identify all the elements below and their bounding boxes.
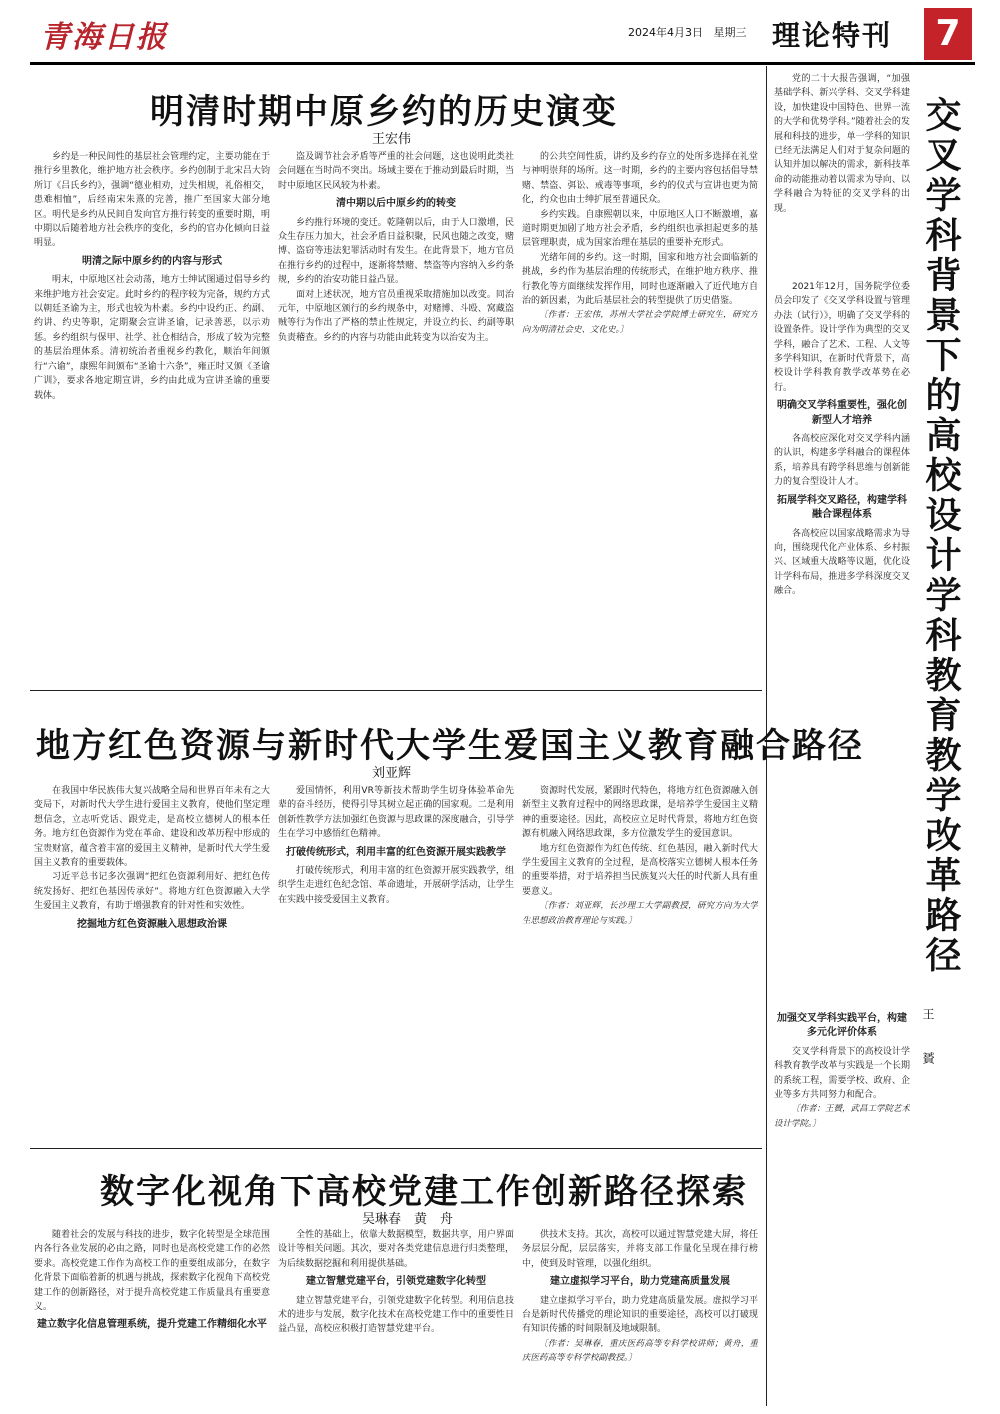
paragraph: 在我国中华民族伟大复兴战略全局和世界百年未有之大变局下，对新时代大学生进行爱国主义教育，使他们坚定理想信念，立志听党话、跟党走，是高校立德树人的根本任务。地方红色资源作为党在革命、建设和改革历程中形成的宝贵财富，蕴含着丰富的爱国主义精神，是新时代大学生爱国主义教育的重要载体。 [34,786,270,869]
section-title: 理论特刊 [772,19,893,52]
paragraph: 习近平总书记多次强调“把红色资源利用好、把红色传统发扬好、把红色基因传承好”。将地方红色资源融入大学生爱国主义教育，有助于增强教育的针对性和实效性。 [34,872,270,912]
issue-date: 2024年4月3日 [628,26,703,39]
article1-title: 明清时期中原乡约的历史演变 [150,92,618,132]
paragraph: 随着社会的发展与科技的进步，数字化转型是全球范围内各行各业发展的必由之路，同时也是高校党建工作的必然要求。高校党建工作作为高校工作的重要组成部分，在数字化背景下面临着新的机遇与挑战，探索数字化视角下高校党建工作的创新路径，对于提升高校党建工作质量具有重要意义。 [34,1230,270,1313]
article3-column-1 [34,1228,270,1408]
paragraph: 乡约实践。自康熙朝以来，中原地区人口不断激增，嘉道时期更加剧了地方社会矛盾，乡约组织也承担起更多的基层管理职责，成为国家治理在基层的重要补充形式。 [522,209,758,249]
subheading: 加强交叉学科实践平台，构建多元化评价体系 [777,1013,907,1039]
paragraph: 各高校应以国家战略需求为导向，围绕现代化产业体系、乡村振兴、区域重大战略等议题，优化设计学科布局，推进多学科深度交叉融合。 [774,528,910,597]
paragraph: 乡约推行环境的变迁。乾隆朝以后，由于人口激增，民众生存压力加大，社会矛盾日益积聚，民风也随之改变，赌博、盗窃等违法犯罪活动时有发生。在此背景下，地方官员在推行乡约的过程中，逐渐将禁赌、禁盗等内容纳入乡约条规，乡约的治安功能日益凸显。 [278,217,514,286]
article3-column-2 [278,1228,514,1408]
subheading: 挖掘地方红色资源融入思想政治课 [77,918,227,930]
subheading: 明确交叉学科重要性，强化创新型人才培养 [777,400,907,426]
article3-author: 吴琳春 黄 舟 [362,1212,454,1227]
issue-weekday: 星期三 [713,26,747,39]
article-divider [30,690,762,691]
paragraph: 盗及调节社会矛盾等严重的社会问题，这也说明此类社会问题在当时尚不突出。场域主要在于推动到最后时期，当时中原地区民风较为朴素。 [278,152,514,191]
paragraph: 面对上述状况，地方官员重视采取措施加以改变。同治元年，中原地区颁行的乡约规条中，对赌博、斗殴、窝藏盗贼等行为作出了严格的禁止性规定，并设立约长、约副等职负责稽查。乡约的内容与功能由此转变为以治安为主。 [278,289,514,343]
article2-column-2 [278,784,514,1140]
paragraph: 光绪年间的乡约。这一时期，国家和地方社会面临新的挑战，乡约作为基层治理的传统形式，在维护地方秩序、推行教化等方面继续发挥作用，同时也逐渐融入了近代地方自治的新因素，为此后基层社会的转型提供了历史借鉴。 [522,252,758,307]
paragraph: 各高校应深化对交叉学科内涵的认识，构建多学科融合的课程体系，培养具有跨学科思维与创新能力的复合型设计人才。 [774,434,910,488]
subheading: 明清之际中原乡约的内容与形式 [82,255,222,267]
subheading: 建立智慧党建平台，引领党建数字化转型 [306,1276,486,1288]
page-number: 7 [924,8,972,60]
article-divider [30,1148,762,1149]
article4-author: 王 贇 [921,1008,935,1074]
paragraph: 爱国情怀，利用VR等新技术帮助学生切身体验革命先辈的奋斗经历，使得引导其树立起正确的国家观。二是利用创新性教学方法加强红色资源与思政课的深度融合，引导学生在学习中感悟红色精神。 [278,786,514,840]
subheading: 打破传统形式，利用丰富的红色资源开展实践教学 [286,846,506,858]
paragraph: 供技术支持。其次，高校可以通过智慧党建大屏，将任务层层分配，层层落实，并将支部工作量化呈现在排行榜中，使到及时管理，以强化组织。 [522,1230,758,1269]
paragraph: 的公共空间性质，讲约及乡约存立的处所多选择在礼堂与神明崇拜的场所。这一时期，乡约的主要内容包括倡导禁赌、禁盗、弭讼、戒毒等事项，乡约的仪式与宣讲也更为简化，约众也由士绅扩展至普通民众。 [522,152,758,206]
masthead-rule [30,62,975,65]
author-note: 〔作者：刘亚辉，长沙理工大学副教授，研究方向为大学生思想政治教育理论与实践。〕 [522,901,758,926]
article1-column-1 [34,150,270,680]
paragraph: 全性的基础上，依靠大数据模型，数据共享，用户界面设计等相关问题。其次，要对各类党建信息进行归类整理，为后续数据挖掘和利用提供基础。 [278,1230,514,1269]
article1-column-3 [522,150,758,680]
article2-column-1 [34,784,270,1140]
paragraph: 明末，中原地区社会动荡，地方士绅试图通过倡导乡约来维护地方社会安定。此时乡约的程序较为完备，规约方式以朝廷圣谕为主，形式也较为朴素。乡约中设约正、约副、约讲、约史等职，定期聚会宣讲圣谕，记录善恶，以示劝惩。乡约组织与保甲、社学、社仓相结合，形成了较为完整的基层治理体系。清初统治者重视乡约教化，顺治年间颁行“六谕”，康熙年间颁布“圣谕十六条”，雍正时又颁《圣谕广训》，要求各地定期宣讲，乡约由此成为宣讲圣谕的重要载体。 [34,275,270,401]
paragraph: 建立智慧党建平台，引领党建数字化转型。利用信息技术的进步与发展，数字化技术在高校党建工作中的重要性日益凸显，高校应积极打造智慧党建平台。 [278,1295,514,1335]
article4-intro [774,72,910,272]
subheading: 建立虚拟学习平台，助力党建高质量发展 [550,1276,730,1288]
paragraph: 资源时代发展，紧跟时代特色，将地方红色资源融入创新型主义教育过程中的网络思政课，是培养学生爱国主义精神的重要途径。因此，高校应立足时代背景，将地方红色资源有机融入网络思政课，多方位激发学生的爱国意识。 [522,786,758,840]
author-note: 〔作者：吴琳春，重庆医药高等专科学校讲师；黄舟，重庆医药高等专科学校副教授。〕 [522,1338,758,1364]
paragraph: 交叉学科背景下的高校设计学科教育教学改革与实践是一个长期的系统工程，需要学校、政府、企业等多方共同努力和配合。 [774,1046,910,1101]
subheading: 拓展学科交叉路径，构建学科融合课程体系 [777,494,907,521]
paragraph: 建立虚拟学习平台，助力党建高质量发展。虚拟学习平台是新时代传播党的理论知识的重要途径，高校可以打破现有知识传播的时间限制及地域限制。 [522,1295,758,1335]
article4-column-lower [774,1008,910,1406]
article3-column-3 [522,1228,758,1408]
subheading: 清中期以后中原乡约的转变 [336,198,456,210]
paragraph: 地方红色资源作为红色传统、红色基因，融入新时代大学生爱国主义教育的全过程，是高校落实立德树人根本任务的重要举措，对于培养担当民族复兴大任的时代新人具有重要意义。 [522,843,758,897]
newspaper-logo: 青海日报 [40,20,168,55]
paragraph: 党的二十大报告强调，“加强基础学科、新兴学科、交叉学科建设，加快建设中国特色、世界一流的大学和优势学科。”随着社会的发展和科技的进步，单一学科的知识已经无法满足人们对于复杂问题的认知并加以解决的需求，新科技革命的动能推动着以需求为导向、以学科融合为特征的交叉学科的出现。 [774,74,910,214]
article1-column-2 [278,150,514,680]
author-note: 〔作者：王宏伟，苏州大学社会学院博士研究生，研究方向为明清社会史、文化史。〕 [522,310,758,335]
article4-title: 交叉学科背景下的高校设计学科教育教学改革路径 [920,96,962,976]
paragraph: 2021年12月，国务院学位委员会印发了《交叉学科设置与管理办法（试行）》，明确了交叉学科的设置条件。设计学作为典型的交叉学科，融合了艺术、工程、人文等多学科知识，在新时代背景下，高校设计学科教育教学改革势在必行。 [774,282,910,393]
paragraph: 打破传统形式，利用丰富的红色资源开展实践教学，组织学生走进红色纪念馆、革命遗址，开展研学活动，让学生在实践中接受爱国主义教育。 [278,866,514,905]
article4-column [774,280,910,1000]
paragraph: 乡约是一种民间性的基层社会管理约定，主要功能在于推行乡里教化，维护地方社会秩序。乡约创制于北宋吕大钧所订《吕氏乡约》，强调“德业相劝，过失相规，礼俗相交，患难相恤”，后经南宋朱熹的完善，推广至国家大部分地区。明代是乡约从民间自发向官方推行转变的重要时期，明中期以后随着地方社会秩序的变化，乡约的官办化倾向日益明显。 [34,152,270,249]
article1-author: 王宏伟 [372,132,412,147]
dateline [628,24,747,40]
article2-column-3 [522,784,758,1140]
article3-title: 数字化视角下高校党建工作创新路径探索 [100,1172,748,1212]
article2-title: 地方红色资源与新时代大学生爱国主义教育融合路径 [36,726,864,766]
subheading: 建立数字化信息管理系统，提升党建工作精细化水平 [37,1319,267,1331]
article2-author: 刘亚辉 [372,766,412,781]
author-note: 〔作者：王贇，武昌工学院艺术设计学院。〕 [774,1104,910,1129]
